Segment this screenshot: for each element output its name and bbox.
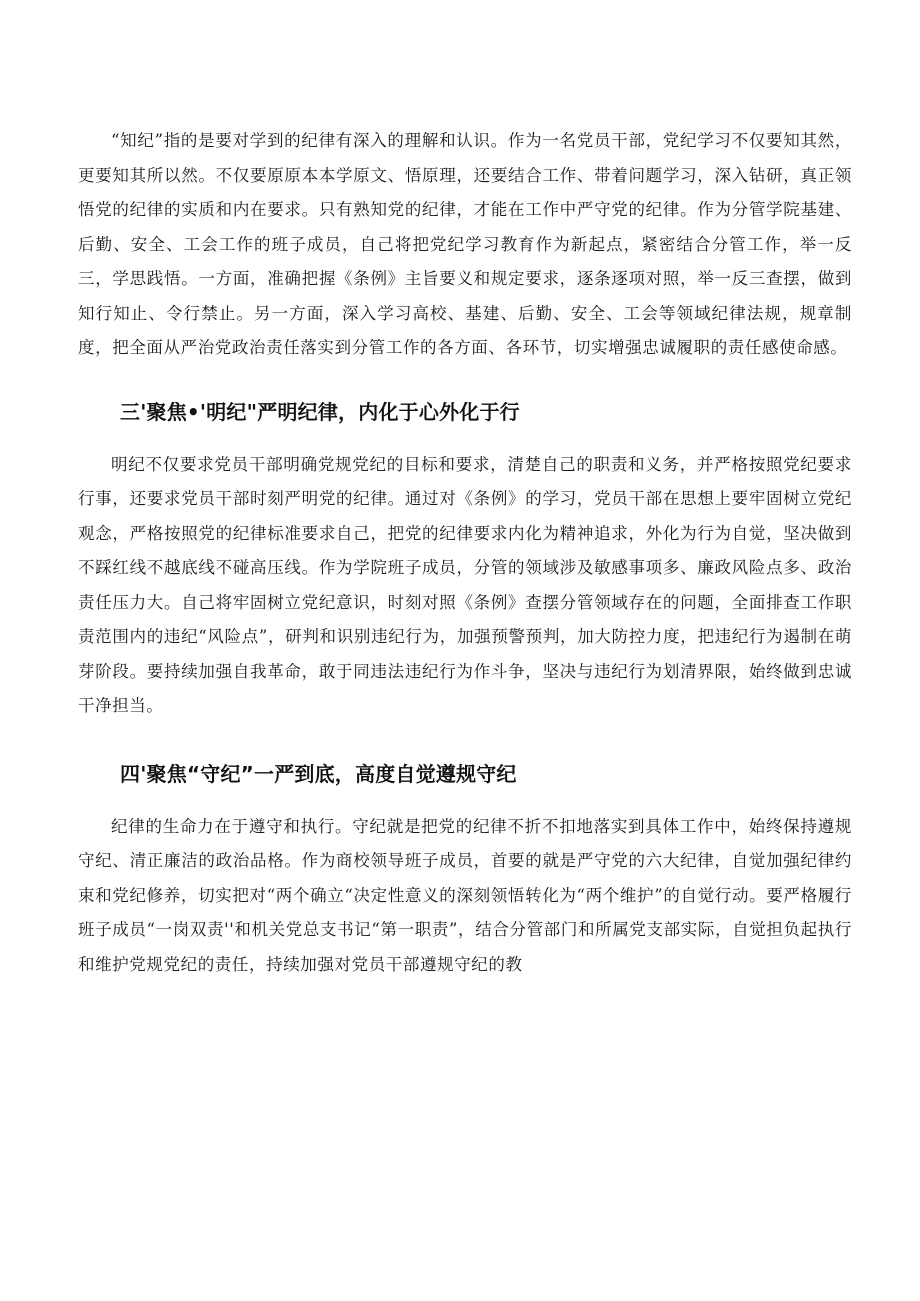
- paragraph-shouji: 纪律的生命力在于遵守和执行。守纪就是把党的纪律不折不扣地落实到具体工作中，始终保持遵规守纪、清正廉洁的政治品格。作为商校领导班子成员，首要的就是严守党的六大纪律，自觉加强纪律约束和党纪修养，切实把对“两个确立“决定性意义的深刻领悟转化为“两个维护”的自觉行动。要严格履行班子成员“一岗双责''和机关党总支书记“第一职责”，结合分管部门和所属党支部实际，自觉担负起执行和维护党规党纪的责任，持续加强对党员干部遵规守纪的教: [78, 816, 852, 974]
- paragraph-zhiji: “知纪”指的是要对学到的纪律有深入的理解和认识。作为一名党员干部，党纪学习不仅要知其然，更要知其所以然。不仅要原原本本学原文、悟原理，还要结合工作、带着问题学习，深入钻研，真正领悟党的纪律的实质和内在要求。只有熟知党的纪律，才能在工作中严守党的纪律。作为分管学院基建、后勤、安全、工会工作的班子成员，自己将把党纪学习教育作为新起点，紧密结合分管工作，举一反三，学思践悟。一方面，准确把握《条例》主旨要义和规定要求，逐条逐项对照，举一反三查摆，做到知行知止、令行禁止。另一方面，深入学习高校、基建、后勤、安全、工会等领域纪律法规，规章制度，把全面从严治党政治责任落实到分管工作的各方面、各环节，切实增强忠诚履职的责任感使命感。: [78, 131, 852, 357]
- section-heading-4: 四'聚焦“守纪”一严到底，高度自觉遵规守纪: [120, 761, 517, 786]
- section-heading-3: 三'聚焦•'明纪"严明纪律，内化于心外化于行: [120, 399, 520, 424]
- paragraph-mingji: 明纪不仅要求党员干部明确党规党纪的目标和要求，清楚自己的职责和义务，并严格按照党纪要求行事，还要求党员干部时刻严明党的纪律。通过对《条例》的学习，党员干部在思想上要牢固树立党纪观念，严格按照党的纪律标准要求自己，把党的纪律要求内化为精神追求，外化为行为自觉，坚决做到不踩红线不越底线不碰高压线。作为学院班子成员，分管的领域涉及敏感事项多、廉政风险点多、政治责任压力大。自己将牢固树立党纪意识，时刻对照《条例》查摆分管领域存在的问题，全面排查工作职责范围内的违纪“风险点”，研判和识别违纪行为，加强预警预判，加大防控力度，把违纪行为遏制在萌芽阶段。要持续加强自我革命，敢于同违法违纪行为作斗争，坚决与违纪行为划清界限，始终做到忠诚干净担当。: [78, 454, 852, 715]
